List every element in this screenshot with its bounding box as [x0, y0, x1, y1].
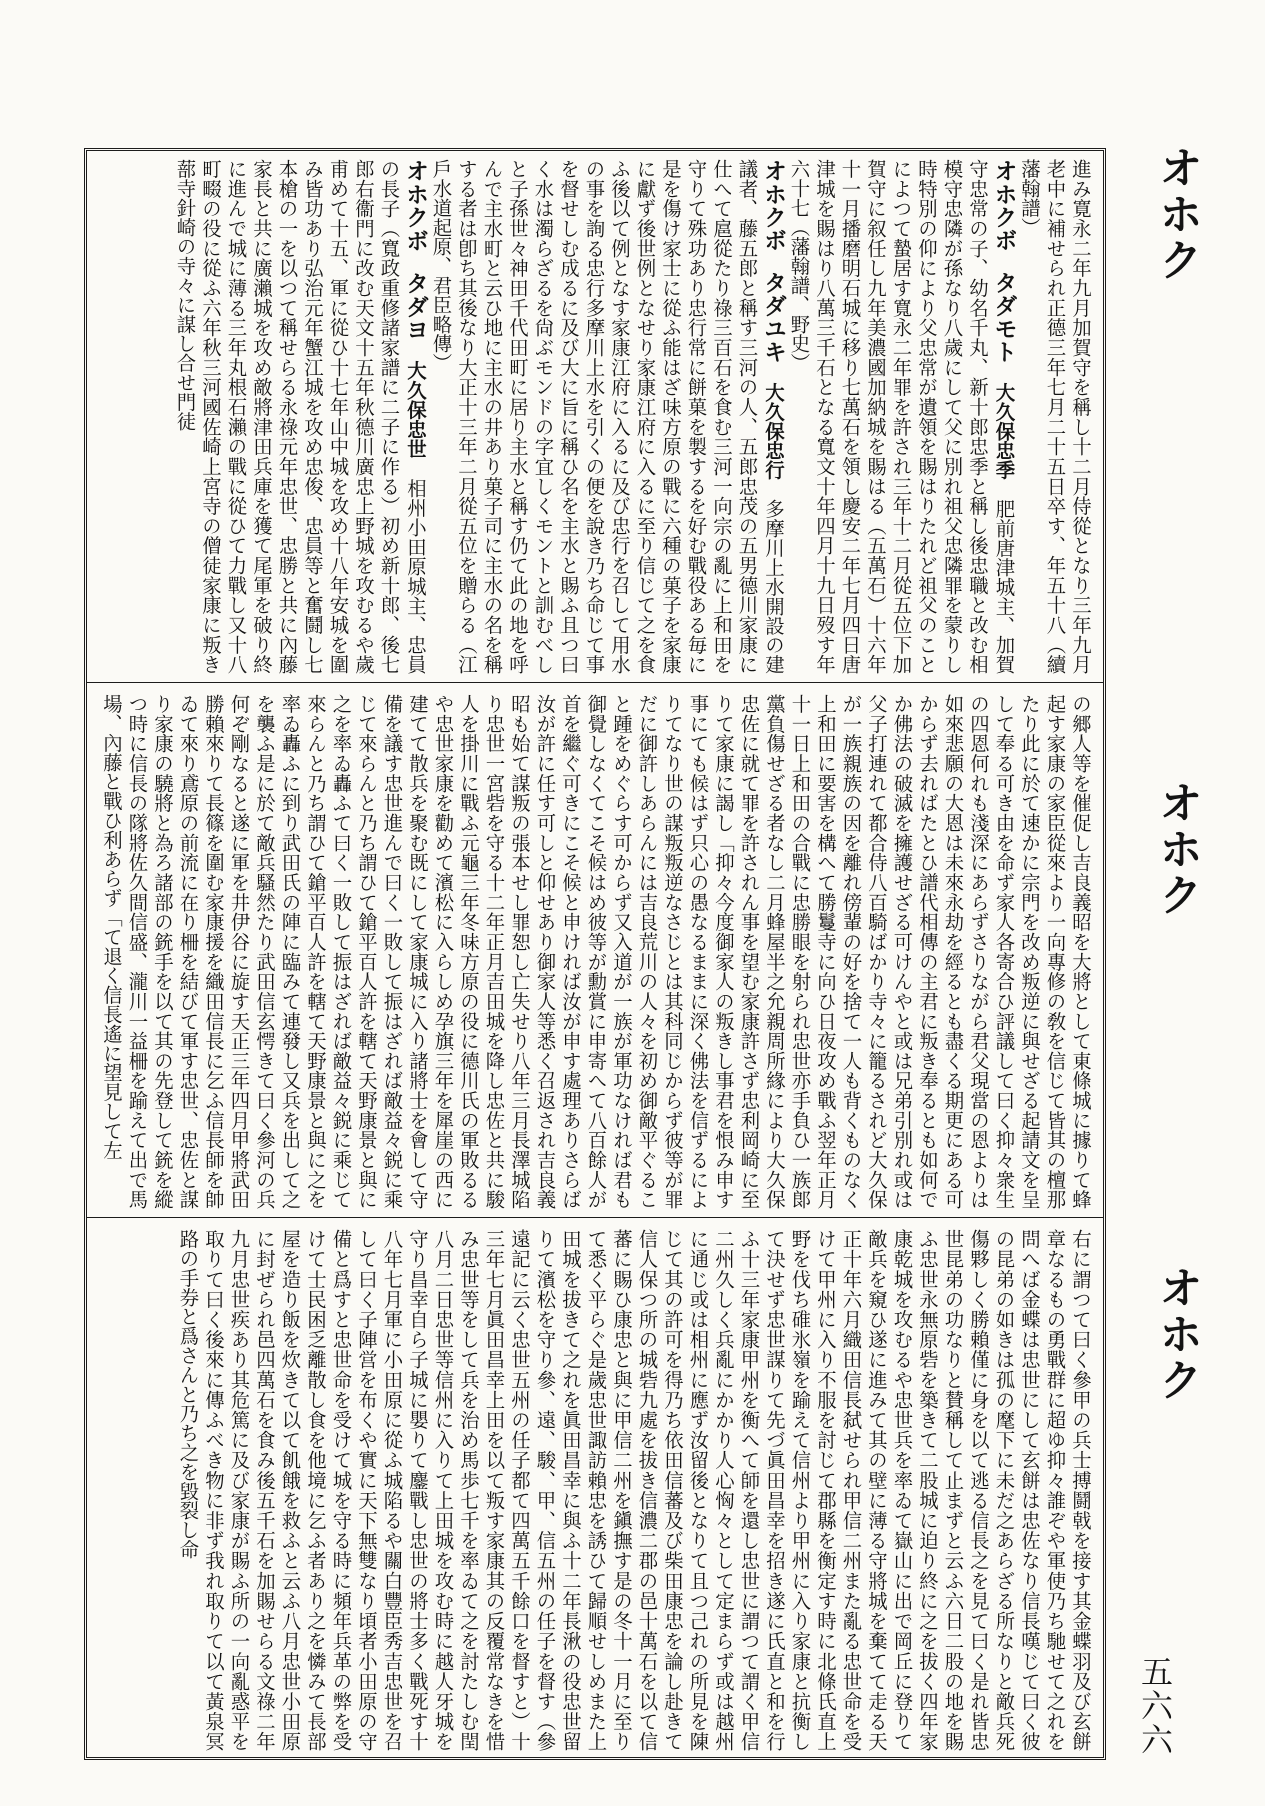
tier-divider: [87, 1217, 1103, 1218]
continued-paragraph: 右に謂つて曰く參甲の兵士搏鬪戟を接す其金蝶羽及び玄餅章なるもの勇戰群に超ゆ抑々誰ぞや軍使乃ち馳せて之れを問へば金蝶は忠世にして玄餅は忠佐なり信長嘆じて曰く彼の昆弟の如きは孤の麾下に未だ之あらざる所なりと敵兵死傷夥しく勝賴僅に身を以て逃る信長之を見て曰く是れ皆忠世昆弟の功なりと賛稱して止まずと云ふ六日二股の地を賜ふ忠世永無原砦を築きて二股城に迫り終に之を拔く四年家康乾城を攻むるや忠世兵を率ゐて嶽山に出で岡丘に登りて敵兵を窺ひ遂に進みて其の壁に薄る守將城を棄てて走る天正十年六月織田信長弑せられ甲信二州また亂る忠世命を受けて甲州に入り不服を討じて郡縣を衡定す時に北條氏直上野を伐ち碓氷嶺を踰えて信州より甲州に入り家康と抗衡して決せず忠世謀りて先づ眞田昌幸を招き遂に氏直と和を行ふ十三年家康甲州を衡へて師を還し忠世に謂つて謂く甲信二州久しく兵亂にかかり人心恟々として定まらず或は越州に通じ或は相州に應ず汝留後となりて且つ己れの所見を陳じて其の許可を得乃ち依田信蕃及び柴田康忠を論し赴きて信人保つ所の城砦九處を拔き信濃二郡の邑十萬石を以て信蕃に賜ひ康忠と與に甲信二州を鎭撫す是の冬十一月に至りて悉く平らぐ是歲忠世諏訪賴忠を誘ひて歸順せしめまた上田城を拔きて之れを眞田昌幸に與ふ十二年長湫の役忠世留りて濱松を守り參、遠、駿、甲、信五州の任子を督す（參遠記に云く忠世五州の任子都て四萬五千餘口を督すと）十三年七月眞田昌幸上田を以て叛す家康其の反覆常なきを惜み忠世等をして兵を治め馬歩七千を率ゐて之を討たしむ閏八月二日忠世等信州に入りて上田城を攻む時に越人牙城を守り昌幸自ら子城に嬰りて鏖戰し忠世の將士多く戰死す十八年七月軍に小田原に從ふ城陷るや關白豐臣秀吉忠世を召して曰く子陣営を布くや實に天下無雙なり頃者小田原の守備と爲すと忠世命を受けて城を守る時に頻年兵革の弊を受けて士民困乏離散し食を他境に乞ふ者あり之を憐みて長部屋を造り飯を炊きて以て飢餓を救ふと云ふ八月忠世小田原に封ぜられ邑四萬石を食み後五千石を加賜せらる文祿二年九月忠世疾あり其危篤に及び家康が賜ふ所の一向亂惑平を取りて曰く後來に傳ふべき物に非ず我れ取りて以て黃泉冥路の手券と爲さんと乃ち之を毀裂し命: [176, 1229, 1092, 1751]
running-header-top: オホク: [1151, 145, 1202, 283]
entry-body: 相州小田原城主、忠員の長子（寬政重修諸家譜に二子に作る）初め新十郎、後七郎右衞門に改む天文十五年秋德川廣忠上野城を攻むるや歲甫めて十五、軍に從ひ十七年山中城を攻め十八年安城を圍み皆功あり弘治元年蟹江城を攻め忠俊、忠員等と奮鬪し七本槍の一を以つて稱せらる永祿元年忠世、忠勝と共に內藤家長と共に廣瀨城を攻め敵將津田兵庫を獲て尾軍を破り終に進んで城に薄る三年丸根石瀨の戰に從ひて力戰し又十八町畷の役に從ふ六年秋三河國佐崎上宮寺の僧徒家康に叛き蔀寺針崎の寺々に謀し合せ門徒: [173, 159, 427, 674]
dictionary-entry: [428, 159, 786, 674]
continued-paragraph: の郷人等を催促し吉良義昭を大將として東條城に據りて蜂起す家康の家臣從來より一向專修の敎を信じて皆其の檀那たり此に於て速かに宗門を改め叛逆に與せざる起請文を呈して奉る可き由を命ず家人各寄合ひ評議して曰く抑々衆生の四恩何れも淺深にあらずさりながら君父現當の恩よりは如來悲願の大恩は未來永劫を經るとも盡くる期更にある可からず去ればたとひ譜代相傳の主君に叛き奉るとも如何でか佛法の破滅を擁護せざる可けんやと或は兄弟引別れ或は父子打連れて都合侍八百騎ばかり寺々に籠るされど大久保が一族親族の因を離れ傍輩の好を捨て一人も背くものなく上和田に要害を構へて勝鬘寺に向ひ日夜攻め戰ふ翌年正月十一日上和田の合戰に忠勝眼を射られ忠世亦手負ひ一族郞黨負傷せざる者なし二月蜂屋半之允親周所緣により大久保忠佐に就て罪を許されん事を望む家康許さず忠利岡崎に至りて家康に謁し「抑々今度御家人の叛きし事君を恨み申す事にても候はず只心の愚なるままに深く佛法を信ずるによりてなり世の謀叛叛逆なさじとは其科同じからず彼等が罪だに御許しあらんには吉良荒川の人々を初め御敵平ぐること踵をめぐらす可からず又入道が一族が軍功なければ君も御覺しなくてこそ候はめ彼等が勳賞に申寄へて八百餘人が首を繼ぐ可きにこそ候と申ければ汝が申す處理ありさらば汝が許に任す可しと仰せあり御家人等悉く召返され吉良義昭も始て謀叛の張本せし罪恕し亡失せり八年三月長澤城陷り忠世一宮砦を守る十二年正月吉田城を降し忠佐と共に駿人を掛川に戰ふ元龜三年冬味方原の役に德川氏の軍敗るるや忠世家康を勸めて濱松に入らしめ孕旗三年を犀崖の西に建てて散兵を聚む既にして家康城に入り諸將士を會して守備を議す忠世進んで曰く一敗して振はざれば敵益々鋭に乘じて來らんと乃ち謂ひて鎗平百人許を轄て天野康景と與に之を率ゐ轟ふて曰く一敗して振はざれば敵益々鋭に乘じて來らんと乃ち謂ひて鎗平百人許を轄て天野康景と與に之を率ゐ轟ふに到り武田氏の陣に臨みて連發し又兵を出して之を襲ふ是に於て敵兵騷然たり武田信玄愕きて曰く參河の兵何ぞ剛なると遂に軍を井伊谷に旋す天正三年四月甲將武田勝賴來りて長篠を圍む家康援を織田信長に乞ふ信長師を帥ゐて來り鳶原の前流に在り柵を結びて軍す忠世、忠佐と謀り家康の驍將と為ろ諸部の銃手を以て其の先登して銃を縱つ時に信長の隊將佐久間信盛、瀧川一益柵を踰えて出で馬場、內藤と戰ひ利あらず「て退く信長遙に望見して左: [100, 694, 1092, 1209]
text-tier-bottom: [97, 1229, 1093, 1751]
entry-headword-name: タダモト: [990, 270, 1017, 363]
entry-person-name: 大久保忠季: [992, 382, 1016, 480]
entry-headword: オホクボ: [990, 159, 1017, 252]
entry-body: 肥前唐津城主、加賀守忠常の子、幼名千丸、新十郎忠季と稱し後忠職と改む相模守忠隣が孫なり八歲にして父に別れ祖父忠隣罪を蒙りし時特別の仰により父忠常が遺領を賜はりたれど祖父のことによつて蟄居す寬永二年罪を許され三年十二月從五位下加賀守に叙任し九年美濃國加納城を賜はる（五萬石）十六年十一月播磨明石城に移り七萬石を領し慶安二年七月四日唐津城を賜はり八萬三千石となる寬文十年四月十九日歿す年六十七（藩翰譜、野史）: [787, 159, 1016, 674]
tier-divider: [87, 682, 1103, 683]
continued-paragraph: 進み寛永二年九月加賀守を稱し十二月侍從となり三年九月老中に補せられ正德三年七月二十五日卒す、年五十八（續藩翰譜）: [1018, 159, 1092, 674]
text-tier-middle: [97, 694, 1093, 1209]
page-number: 五六六: [1136, 1655, 1174, 1757]
text-frame: [84, 148, 1106, 1760]
entry-headword: オホクボ: [402, 159, 428, 252]
text-tier-top: [97, 159, 1093, 674]
entry-headword: オホクボ: [760, 159, 786, 252]
running-header-middle: オホク: [1151, 780, 1202, 918]
entry-headword-name: タダヨ: [402, 271, 428, 342]
dictionary-entry: [786, 159, 1017, 674]
entry-headword-name: タダユキ: [760, 270, 786, 363]
entry-body: 多摩川上水開設の建議者、藤五郎と稱す三河の人、五郎忠茂の五男德川家康に仕へて扈從たり祿三百石を食む三河一向宗の亂に上和田を守りて殊功あり忠行常に餅菓を製するを好む戰役ある毎に是を傷け家士に從ふ能はざ味方原の戰に六種の菓子を家康に獻ず後世例となせり家康江府に入るに至り信じて之を食ふ後以て例となす家康江府に入るに及び忠行を召して用水の事を詢る忠行多摩川上水を引くの便を說き乃ち命じて事を督せしむ成るに及び大に旨に稱ひ名を主水と賜ふ且つ曰く水は濁らざるを尙ぶモンドの字宜しくモントと訓むべしと子孫世々神田千代田町に居り主水と稱す仍て此の地を呼んで主水町と云ひ地に主水の井あり菓子司に主水の名を稱する者は卽ち其後なり大正十三年二月從五位を贈らる（江戶水道起原、君臣略傳）: [429, 159, 785, 674]
entry-person-name: 大久保忠世: [404, 360, 427, 459]
entry-person-name: 大久保忠行: [762, 382, 785, 480]
running-header-bottom: オホク: [1151, 1265, 1202, 1403]
dictionary-entry: [172, 159, 428, 674]
